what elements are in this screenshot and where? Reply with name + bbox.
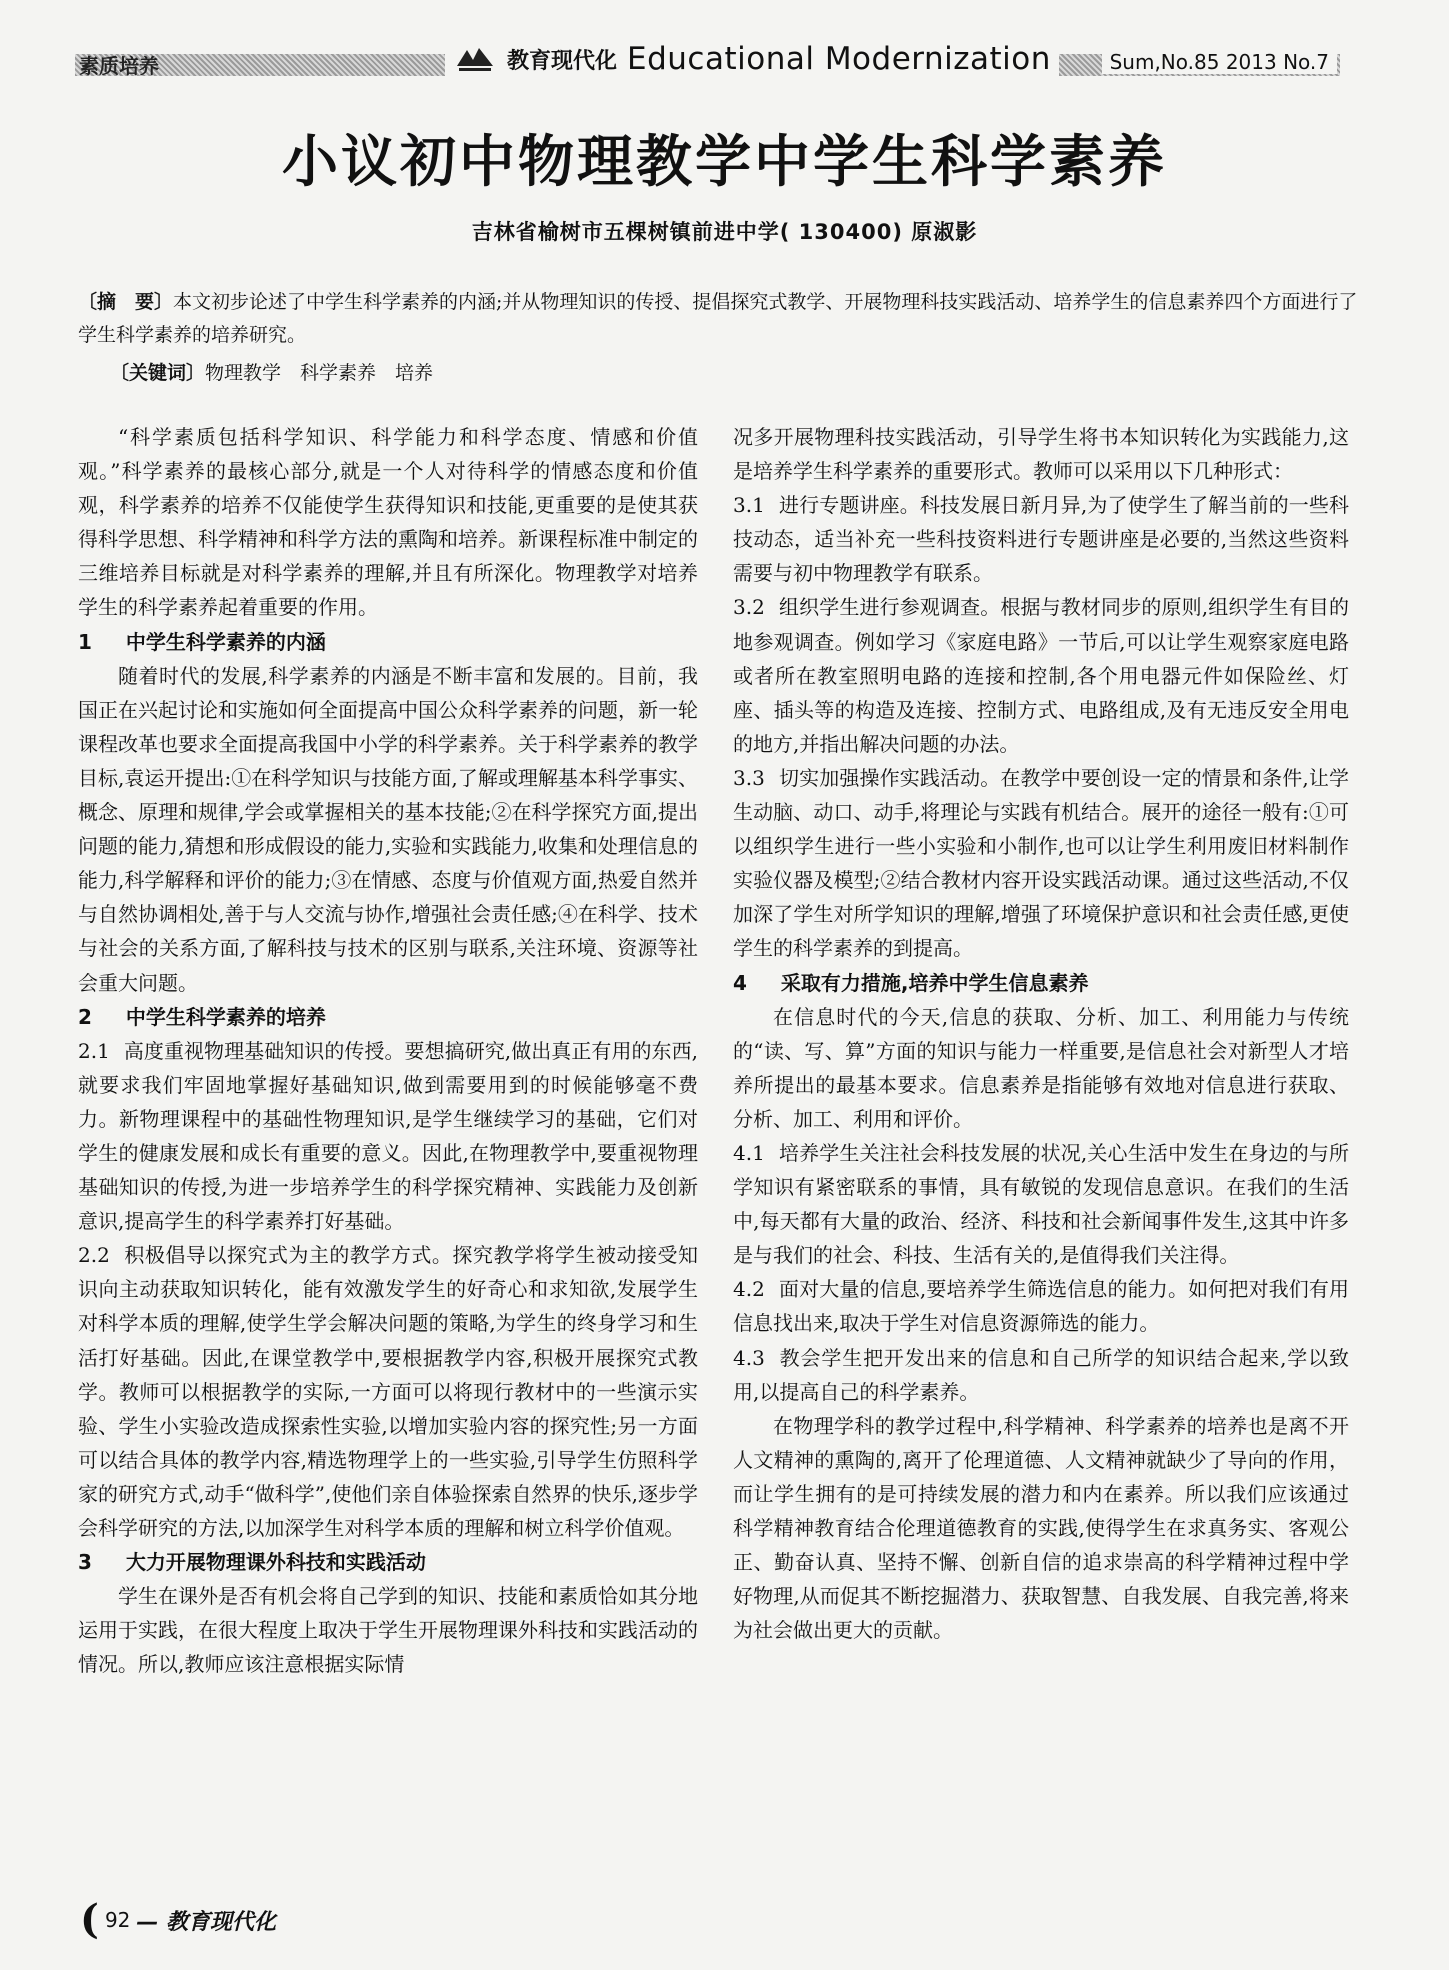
section-4-3: 4.3 教会学生把开发出来的信息和自己所学的知识结合起来,学以致用,以提高自己的科学素养。 — [733, 1345, 1349, 1404]
journal-name-en: Educational Modernization — [627, 41, 1051, 77]
heading-4: 4 采取有力措施,培养中学生信息素养 — [733, 970, 1089, 995]
heading-2: 2 中学生科学素养的培养 — [78, 1004, 326, 1029]
abstract — [78, 286, 1360, 352]
heading-3: 3 大力开展物理课外科技和实践活动 — [78, 1550, 426, 1575]
conclusion-paragraph: 在物理学科的教学过程中,科学精神、科学素养的培养也是离不开人文精神的熏陶的,离开了伦理道德、人文精神就缺少了导向的作用，而让学生拥有的是可持续发展的潜力和内在素养。所以我们应该通过科学精神教育结合伦理道德教育的实践,使得学生在求真务实、客观公正、勤奋认真、坚持不懈、创新自信的追求崇高的科学精神过程中学好物理,从而促其不断挖掘潜力、获取智慧、自我发展、自我完善,将来为社会做出更大的贡献。 — [733, 1413, 1349, 1643]
running-header — [75, 40, 1375, 80]
section-2-1: 2.1 高度重视物理基础知识的传授。要想搞研究,做出真正有用的东西,就要求我们牢固地掌握好基础知识,做到需要用到的时候能够毫不费力。新物理课程中的基础性物理知识,是学生继续学习的基础，它们对学生的健康发展和成长有重要的意义。因此,在物理教学中,要重视物理基础知识的传授,为进一步培养学生的科学探究精神、实践能力及创新意识,提高学生的科学素养打好基础。 — [78, 1038, 698, 1234]
section-4-1: 4.1 培养学生关注社会科技发展的状况,关心生活中发生在身边的与所学知识有紧密联系的事情，具有敏锐的发现信息意识。在我们的生活中,每天都有大量的政治、经济、科技和社会新闻事件发生,这其中许多是与我们的社会、科技、生活有关的,是值得我们关注得。 — [733, 1140, 1349, 1268]
author-line: 吉林省榆树市五棵树镇前进中学( 130400) 原淑影 — [471, 220, 978, 244]
page-number: 92 — [104, 1908, 131, 1932]
left-column — [78, 420, 698, 1681]
keywords-label: 〔关键词〕 — [110, 362, 206, 384]
paragraph-4: 在信息时代的今天,信息的获取、分析、加工、利用能力与传统的“读、写、算”方面的知识与能力一样重要,是信息社会对新型人才培养所提出的最基本要求。信息素养是指能够有效地对信息进行获取、分析、加工、利用和评价。 — [733, 1004, 1349, 1131]
section-4-2: 4.2 面对大量的信息,要培养学生筛选信息的能力。如何把对我们有用信息找出来,取决于学生对信息资源筛选的能力。 — [733, 1277, 1349, 1336]
footer-journal: — 教育现代化 — [136, 1909, 277, 1935]
section-3-1: 3.1 进行专题讲座。科技发展日新月异,为了使学生了解当前的一些科技动态，适当补充一些科技资料进行专题讲座是必要的,当然这些资料需要与初中物理教学有联系。 — [733, 493, 1349, 586]
section-tag: 素质培养 — [79, 54, 159, 78]
issue-number: Sum,No.85 2013 No.7 — [1102, 50, 1337, 74]
section-3-3: 3.3 切实加强操作实践活动。在教学中要创设一定的情景和条件,让学生动脑、动口、动手,将理论与实践有机结合。展开的途径一般有:①可以组织学生进行一些小实验和小制作,也可以让学生利用废旧材料制作实验仪器及模型;②结合教材内容开设实践活动课。通过这些活动,不仅加深了学生对所学知识的理解,增强了环境保护意识和社会责任感,更使学生的科学素养的到提高。 — [733, 765, 1349, 961]
journal-name-cn: 教育现代化 — [507, 48, 618, 74]
abstract-label: 〔摘 要〕 — [78, 291, 174, 313]
section-2-2: 2.2 积极倡导以探究式为主的教学方式。探究教学将学生被动接受知识向主动获取知识转化，能有效激发学生的好奇心和求知欲,发展学生对科学本质的理解,使学生学会解决问题的策略,为学生的终身学习和生活打好基础。因此,在课堂教学中,要根据教学内容,积极开展探究式教学。教师可以根据教学的实际,一方面可以将现行教材中的一些演示实验、学生小实验改造成探索性实验,以增加实验内容的探究性;另一方面可以结合具体的教学内容,精选物理学上的一些实验,引导学生仿照科学家的研究方式,动手“做科学”,使他们亲自体验探索自然界的快乐,逐步学会科学研究的方法,以加深学生对科学本质的理解和树立科学价值观。 — [78, 1243, 698, 1540]
paragraph-1: 随着时代的发展,科学素养的内涵是不断丰富和发展的。目前，我国正在兴起讨论和实施如何全面提高中国公众科学素养的问题，新一轮课程改革也要求全面提高我国中小学的科学素养。关于科学素养的教学目标,袁运开提出:①在科学知识与技能方面,了解或理解基本科学事实、概念、原理和规律,学会或掌握相关的基本技能;②在科学探究方面,提出问题的能力,猜想和形成假设的能力,实验和实践能力,收集和处理信息的能力,科学解释和评价的能力;③在情感、态度与价值观方面,热爱自然并与自然协调相处,善于与人交流与协作,增强社会责任感;④在科学、技术与社会的关系方面,了解科技与技术的区别与联系,关注环境、资源等社会重大问题。 — [78, 663, 698, 995]
journal-logo-icon — [453, 44, 497, 74]
keywords — [110, 358, 433, 385]
footer-bracket-icon: ( — [80, 1896, 99, 1943]
paragraph-3-continued: 况多开展物理科技实践活动，引导学生将书本知识转化为实践能力,这是培养学生科学素养的重要形式。教师可以采用以下几种形式： — [733, 425, 1349, 484]
keywords-text: 物理教学 科学素养 培养 — [205, 362, 434, 384]
right-column — [733, 420, 1349, 1647]
page-footer — [80, 1896, 277, 1943]
section-3-2: 3.2 组织学生进行参观调查。根据与教材同步的原则,组织学生有目的地参观调查。例如学习《家庭电路》一节后,可以让学生观察家庭电路或者所在教室照明电路的连接和控制,各个用电器元件如保险丝、灯座、插头等的构造及连接、控制方式、电路组成,及有无违反安全用电的地方,并指出解决问题的办法。 — [733, 595, 1349, 756]
intro-paragraph: “科学素质包括科学知识、科学能力和科学态度、情感和价值观。”科学素养的最核心部分,就是一个人对待科学的情感态度和价值观，科学素养的培养不仅能使学生获得知识和技能,更重要的是使其获得科学思想、科学精神和科学方法的熏陶和培养。新课程标准中制定的三维培养目标就是对科学素养的理解,并且有所深化。物理教学对培养学生的科学素养起着重要的作用。 — [78, 425, 698, 620]
paragraph-3: 学生在课外是否有机会将自己学到的知识、技能和素质恰如其分地运用于实践，在很大程度上取决于学生开展物理课外科技和实践活动的情况。所以,教师应该注意根据实际情 — [78, 1584, 698, 1677]
article-title: 小议初中物理教学中学生科学素养 — [282, 130, 1167, 195]
journal-masthead — [445, 40, 1059, 78]
heading-1: 1 中学生科学素养的内涵 — [78, 629, 326, 654]
abstract-text: 本文初步论述了中学生科学素养的内涵;并从物理知识的传授、提倡探究式教学、开展物理科技实践活动、培养学生的信息素养四个方面进行了学生科学素养的培养研究。 — [78, 291, 1358, 346]
